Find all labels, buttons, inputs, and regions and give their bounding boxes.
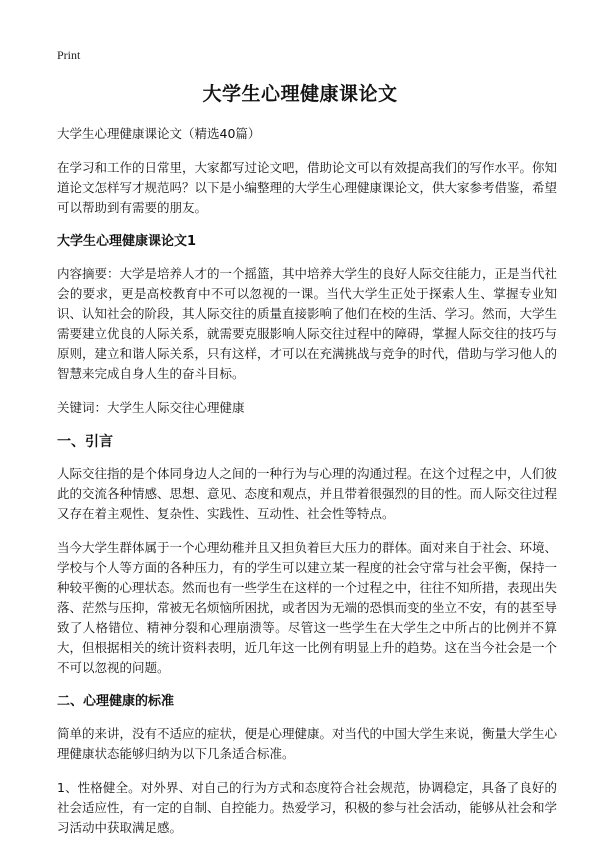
section1-paragraph-2: 当今大学生群体属于一个心理幼稚并且又担负着巨大压力的群体。面对来自于社会、环境、学校与个人等方面的各种压力，有的学生可以建立某一程度的社会守常与社会平衡，保持一种较平衡的心理状态。然而也有一些学生在这样的一个过程之中，往往不知所措，表现出失落、茫然与压抑，常被无名烦恼所困扰，或者因为无端的恐惧而变的坐立不安，有的甚至导致了人格错位、精神分裂和心理崩溃等。尽管这一些学生在大学生之中所占的比例并不算大，但根据相关的统计资料表明，近几年这一比例有明显上升的趋势。这在当今社会是一个不可以忽视的问题。 [57,540,558,675]
abstract-paragraph: 内容摘要：大学是培养人才的一个摇篮，其中培养大学生的良好人际交往能力，正是当代社会的要求，更是高校教育中不可以忽视的一课。当代大学生正处于探索人生、掌握专业知识、认知社会的阶段，其人际交往的质量直接影响了他们在校的生活、学习。然而，大学生需要建立优良的人际关系，就需要克服影响人际交往过程中的障碍，掌握人际交往的技巧与原则，建立和谐人际关系，只有这样，才可以在充满挑战与竞争的时代，借助与学习他人的智慧来完成自身人生的奋斗目标。 [57,266,558,381]
article-heading: 大学生心理健康课论文1 [57,234,197,249]
page-title: 大学生心理健康课论文 [202,83,398,105]
section1-paragraph-1: 人际交往指的是个体同身边人之间的一种行为与心理的沟通过程。在这个过程之中，人们彼此的交流各种情感、思想、意见、态度和观点，并且带着很强烈的目的性。而人际交往过程又存在着主观性、复杂性、实践性、互动性、社会性等特点。 [57,466,558,521]
section2-paragraph-2: 1、性格健全。对外界、对自己的行为方式和态度符合社会规范，协调稳定，具备了良好的社会适应性，有一定的自制、自控能力。热爱学习，积极的参与社会活动，能够从社会和学习活动中获取满足感。 [57,780,558,835]
section-heading-standards: 二、心理健康的标准 [57,694,175,709]
section2-paragraph-1: 简单的来讲，没有不适应的症状，便是心理健康。对当代的中国大学生来说，衡量大学生心理健康状态能够归纳为以下几条适合标准。 [57,726,558,761]
section-heading-introduction: 一、引言 [57,434,113,450]
intro-paragraph: 在学习和工作的日常里，大家都写过论文吧，借助论文可以有效提高我们的写作水平。你知道论文怎样写才规范吗？以下是小编整理的大学生心理健康课论文，供大家参考借鉴，希望可以帮助到有需要的朋友。 [57,160,558,215]
keywords-line: 关键词：大学生人际交往心理健康 [57,400,245,415]
document-subtitle: 大学生心理健康课论文（精选40篇） [57,126,261,141]
document-body [57,124,557,852]
print-link[interactable]: Print [57,48,81,62]
